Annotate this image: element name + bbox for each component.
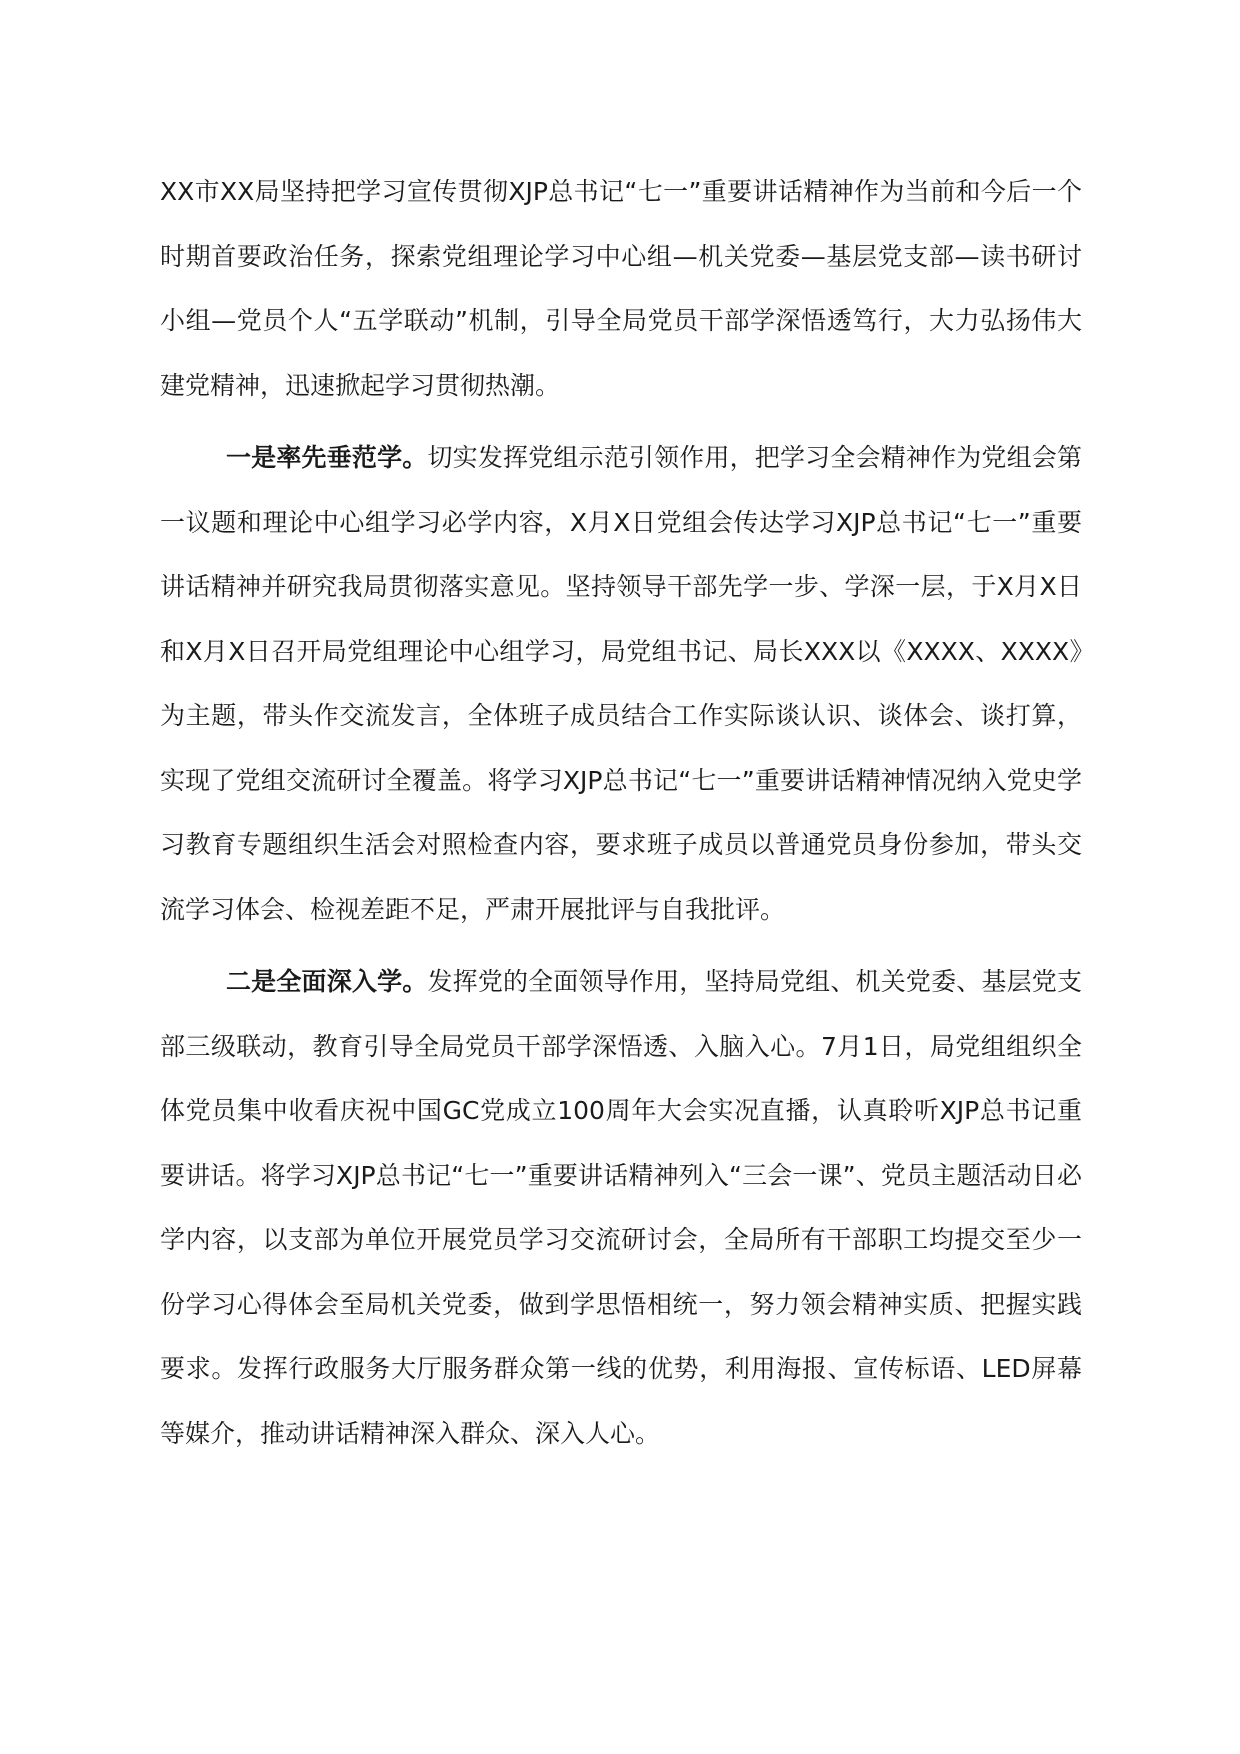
section-paragraph-2 <box>160 950 1082 1466</box>
document-page <box>160 160 1082 1474</box>
intro-paragraph-text: XX市XX局坚持把学习宣传贯彻XJP总书记“七一”重要讲话精神作为当前和今后一个时期首要政治任务，探索党组理论学习中心组—机关党委—基层党支部—读书研讨小组—党员个人“五学联动”机制，引导全局党员干部学深悟透笃行，大力弘扬伟大建党精神，迅速掀起学习贯彻热潮。 <box>160 177 1082 400</box>
section-1-text: 切实发挥党组示范引领作用，把学习全会精神作为党组会第一议题和理论中心组学习必学内容，X月X日党组会传达学习XJP总书记“七一”重要讲话精神并研究我局贯彻落实意见。坚持领导干部先学一步、学深一层，于X月X日和X月X日召开局党组理论中心组学习，局党组书记、局长XXX以《XXXX、XXXX》为主题，带头作交流发言，全体班子成员结合工作实际谈认识、谈体会、谈打算，实现了党组交流研讨全覆盖。将学习XJP总书记“七一”重要讲话精神情况纳入党史学习教育专题组织生活会对照检查内容，要求班子成员以普通党员身份参加，带头交流学习体会、检视差距不足，严肃开展批评与自我批评。 <box>160 443 1082 924</box>
section-1-heading: 一是率先垂范学。 <box>226 443 428 472</box>
section-paragraph-1 <box>160 426 1082 942</box>
section-2-text: 发挥党的全面领导作用，坚持局党组、机关党委、基层党支部三级联动，教育引导全局党员干部学深悟透、入脑入心。7月1日，局党组组织全体党员集中收看庆祝中国GC党成立100周年大会实况直播，认真聆听XJP总书记重要讲话。将学习XJP总书记“七一”重要讲话精神列入“三会一课”、党员主题活动日必学内容，以支部为单位开展党员学习交流研讨会，全局所有干部职工均提交至少一份学习心得体会至局机关党委，做到学思悟相统一，努力领会精神实质、把握实践要求。发挥行政服务大厅服务群众第一线的优势，利用海报、宣传标语、LED屏幕等媒介，推动讲话精神深入群众、深入人心。 <box>160 967 1082 1448</box>
section-2-heading: 二是全面深入学。 <box>226 967 428 996</box>
intro-paragraph <box>160 160 1082 418</box>
